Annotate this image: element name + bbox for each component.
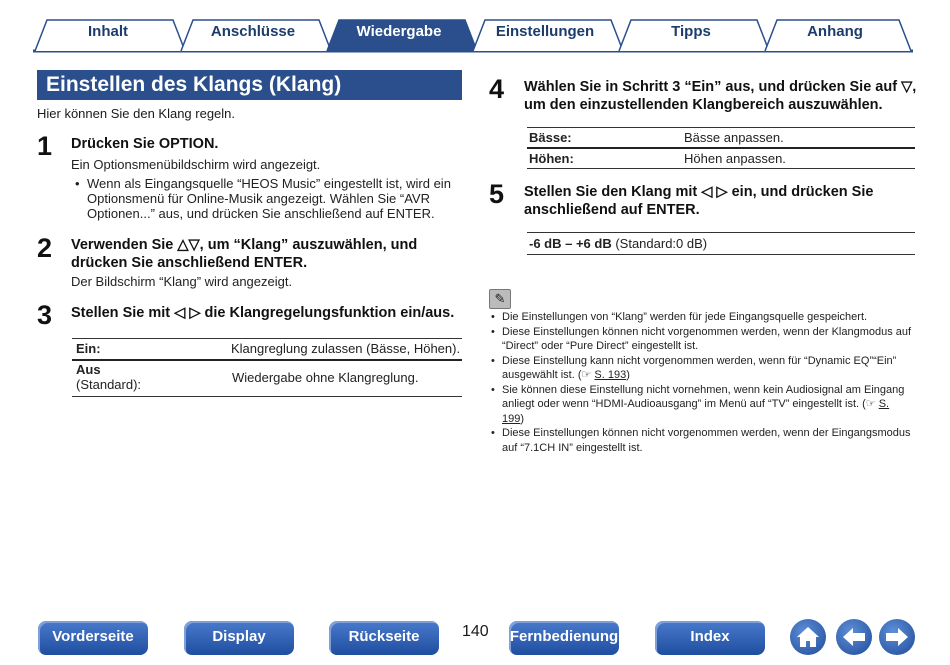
step-title: Drücken Sie OPTION. — [71, 136, 219, 152]
intro-text: Hier können Sie den Klang regeln. — [37, 106, 236, 121]
home-icon — [794, 623, 822, 651]
page-title: Einstellen des Klangs (Klang) — [37, 70, 462, 100]
step-number: 4 — [489, 74, 505, 104]
step-title: Verwenden Sie △▽, um “Klang” auszuwählen, und drücken Sie anschließend ENTER. — [71, 237, 418, 271]
range-text: -6 dB – +6 dB (Standard:0 dB) — [529, 236, 708, 251]
vorderseite-button[interactable]: Vorderseite — [38, 621, 148, 655]
step-title: Stellen Sie den Klang mit ◁ ▷ ein, und drücken Sie anschließend auf ENTER. — [524, 184, 874, 218]
tab-wiedergabe[interactable]: Wiedergabe — [356, 23, 442, 40]
tab-inhalt[interactable]: Inhalt — [88, 23, 128, 40]
tab-anschluesse[interactable]: Anschlüsse — [210, 23, 296, 40]
home-button[interactable] — [790, 619, 826, 655]
arrow-right-icon — [883, 623, 911, 651]
tab-anhang[interactable]: Anhang — [807, 23, 863, 40]
tab-einstellungen[interactable]: Einstellungen — [495, 23, 595, 40]
step-title: Stellen Sie mit ◁ ▷ die Klangregelungsfunktion ein/aus. — [71, 305, 455, 321]
display-button[interactable]: Display — [184, 621, 294, 655]
step-text: Der Bildschirm “Klang” wird angezeigt. — [71, 274, 293, 289]
option-value: Klangreglung zulassen (Bässe, Höhen). — [231, 341, 461, 356]
option-label: Aus — [76, 362, 101, 377]
note-item: • Diese Einstellung kann nicht vorgenommen werden, wenn für “Dynamic EQ”“Ein” ausgewählt ist. (☞ S. 193) — [502, 354, 914, 383]
table-divider — [527, 168, 915, 169]
step-number: 5 — [489, 179, 505, 209]
note-item: • Sie können diese Einstellung nicht vornehmen, wenn kein Audiosignal am Eingang anliegt oder wenn “HDMI-Audioausgang” im Menü auf “TV” eingestellt ist. (☞ S. 199) — [502, 383, 914, 427]
step-number: 1 — [37, 131, 53, 161]
index-button[interactable]: Index — [655, 621, 765, 655]
option-label: Höhen: — [529, 151, 574, 166]
option-label-sub: (Standard): — [76, 377, 142, 392]
option-value: Höhen anpassen. — [684, 151, 786, 166]
step-bullet: • Wenn als Eingangsquelle “HEOS Music” eingestellt ist, wird ein Optionsmenü für Online-Musik angezeigt. Wählen Sie “AVR Optionen...” aus, und drücken Sie anschließend auf ENTER. — [87, 176, 462, 221]
arrow-left-icon — [840, 623, 868, 651]
table-divider — [527, 232, 915, 233]
step-text: Ein Optionsmenübildschirm wird angezeigt. — [71, 157, 321, 172]
forward-button[interactable] — [879, 619, 915, 655]
option-label: Ein: — [76, 341, 101, 356]
table-divider — [72, 396, 462, 397]
page-number: 140 — [462, 623, 489, 640]
step-title: Wählen Sie in Schritt 3 “Ein” aus, und drücken Sie auf ▽, um den einzustellenden Klangbereich auszuwählen. — [524, 79, 917, 113]
table-divider — [527, 254, 915, 255]
rueckseite-button[interactable]: Rückseite — [329, 621, 439, 655]
step-number: 2 — [37, 233, 53, 263]
option-value: Bässe anpassen. — [684, 130, 784, 145]
page-ref-link[interactable]: (☞ S. 193) — [577, 369, 630, 381]
option-label: Bässe: — [529, 130, 572, 145]
option-value: Wiedergabe ohne Klangreglung. — [232, 370, 419, 385]
pencil-icon: ✎ — [489, 289, 511, 309]
step-number: 3 — [37, 300, 53, 330]
note-item: • Die Einstellungen von “Klang” werden für jede Eingangsquelle gespeichert. — [502, 310, 914, 325]
table-divider — [72, 359, 462, 361]
note-item: • Diese Einstellungen können nicht vorgenommen werden, wenn der Klangmodus auf “Direct” oder “Pure Direct” eingestellt ist. — [502, 325, 914, 354]
fernbedienung-button[interactable]: Fernbedienung — [509, 621, 619, 655]
back-button[interactable] — [836, 619, 872, 655]
table-divider — [527, 127, 915, 128]
chapter-tabs — [33, 18, 913, 52]
tab-tipps[interactable]: Tipps — [671, 23, 711, 40]
table-divider — [527, 147, 915, 149]
note-item: • Diese Einstellungen können nicht vorgenommen werden, wenn der Eingangsmodus auf “7.1CH IN” eingestellt ist. — [502, 426, 914, 455]
notes-list — [502, 310, 914, 455]
page-ref-link[interactable]: (☞ S. 199) — [502, 398, 890, 425]
table-divider — [72, 338, 462, 339]
